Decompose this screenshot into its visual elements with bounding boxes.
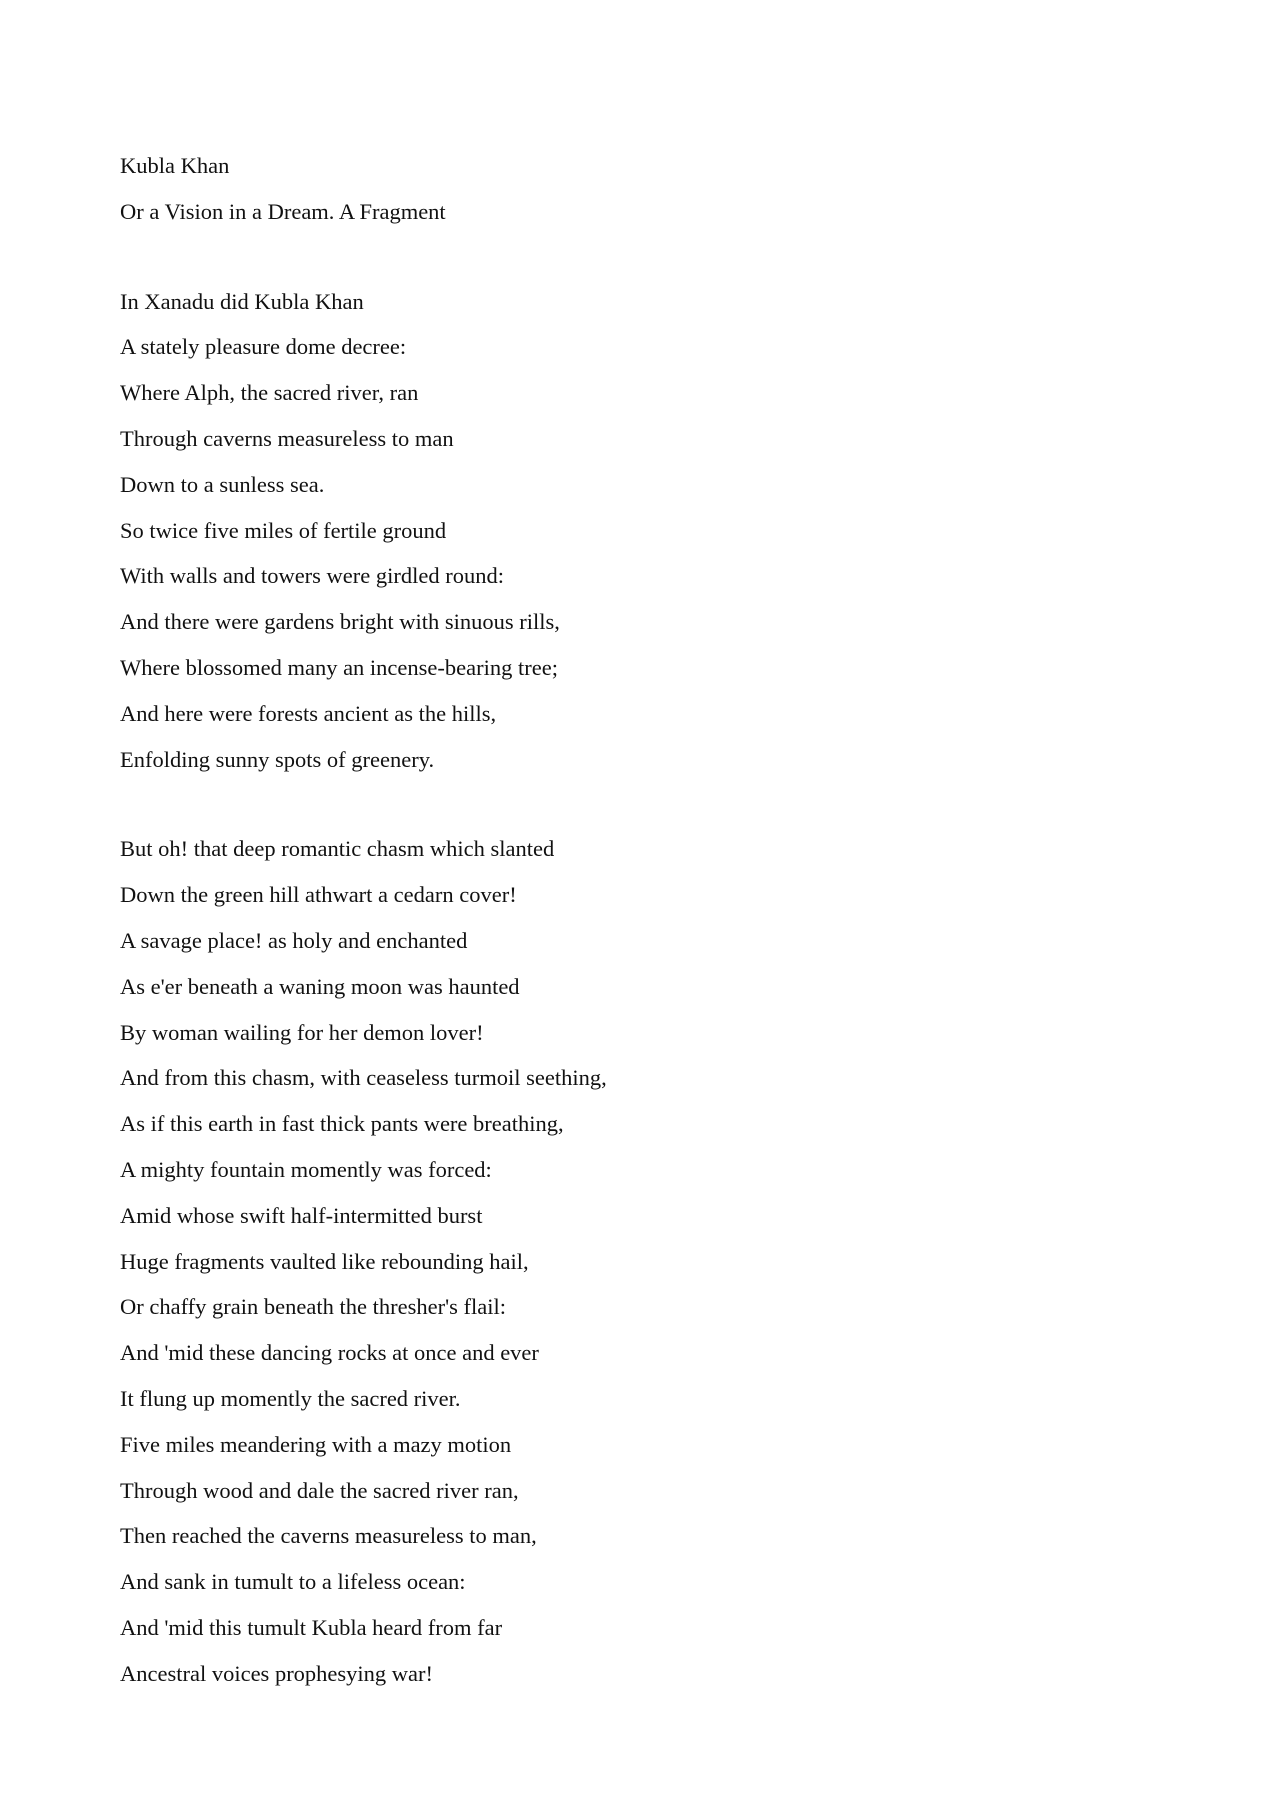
poem-line: And here were forests ancient as the hills, [120,700,497,726]
poem-line: In Xanadu did Kubla Khan [120,288,364,314]
stanza-2 [120,833,607,1703]
poem-line: And from this chasm, with ceaseless turmoil seething, [120,1065,607,1091]
poem-subtitle: Or a Vision in a Dream. A Fragment [120,198,446,224]
poem-line: And there were gardens bright with sinuous rills, [120,609,560,635]
poem-line: Then reached the caverns measureless to man, [120,1523,537,1549]
poem-line: By woman wailing for her demon lover! [120,1019,484,1045]
poem-line: Where blossomed many an incense-bearing tree; [120,654,558,680]
poem-line: As e'er beneath a waning moon was haunted [120,973,520,999]
poem-line: Five miles meandering with a mazy motion [120,1431,512,1457]
poem-line: It flung up momently the sacred river. [120,1385,461,1411]
poem-line: So twice five miles of fertile ground [120,517,447,543]
poem-line: Down the green hill athwart a cedarn cover! [120,882,517,908]
poem-line: Amid whose swift half-intermitted burst [120,1202,483,1228]
poem-text [120,150,607,1704]
poem-line: And sank in tumult to a lifeless ocean: [120,1569,466,1595]
poem-title: Kubla Khan [120,153,230,178]
poem-line: Through caverns measureless to man [120,425,454,451]
poem-line: Where Alph, the sacred river, ran [120,380,419,406]
poem-line: As if this earth in fast thick pants were breathing, [120,1111,564,1137]
poem-line: With walls and towers were girdled round: [120,563,504,589]
poem-line: And 'mid this tumult Kubla heard from far [120,1614,503,1640]
poem-line: Huge fragments vaulted like rebounding hail, [120,1248,529,1274]
stanza-gap [120,789,607,833]
stanza-gap [120,242,607,286]
poem-line: But oh! that deep romantic chasm which slanted [120,836,555,862]
poem-line: Ancestral voices prophesying war! [120,1660,434,1686]
stanza-1 [120,286,607,790]
poem-line: Or chaffy grain beneath the thresher's flail: [120,1294,506,1320]
poem-line: Enfolding sunny spots of greenery. [120,746,435,772]
poem-line: And 'mid these dancing rocks at once and ever [120,1340,539,1366]
poem-line: A savage place! as holy and enchanted [120,927,468,953]
poem-line: Down to a sunless sea. [120,471,325,497]
poem-line: Through wood and dale the sacred river ran, [120,1477,519,1503]
poem-line: A mighty fountain momently was forced: [120,1156,492,1182]
poem-line: A stately pleasure dome decree: [120,334,407,360]
